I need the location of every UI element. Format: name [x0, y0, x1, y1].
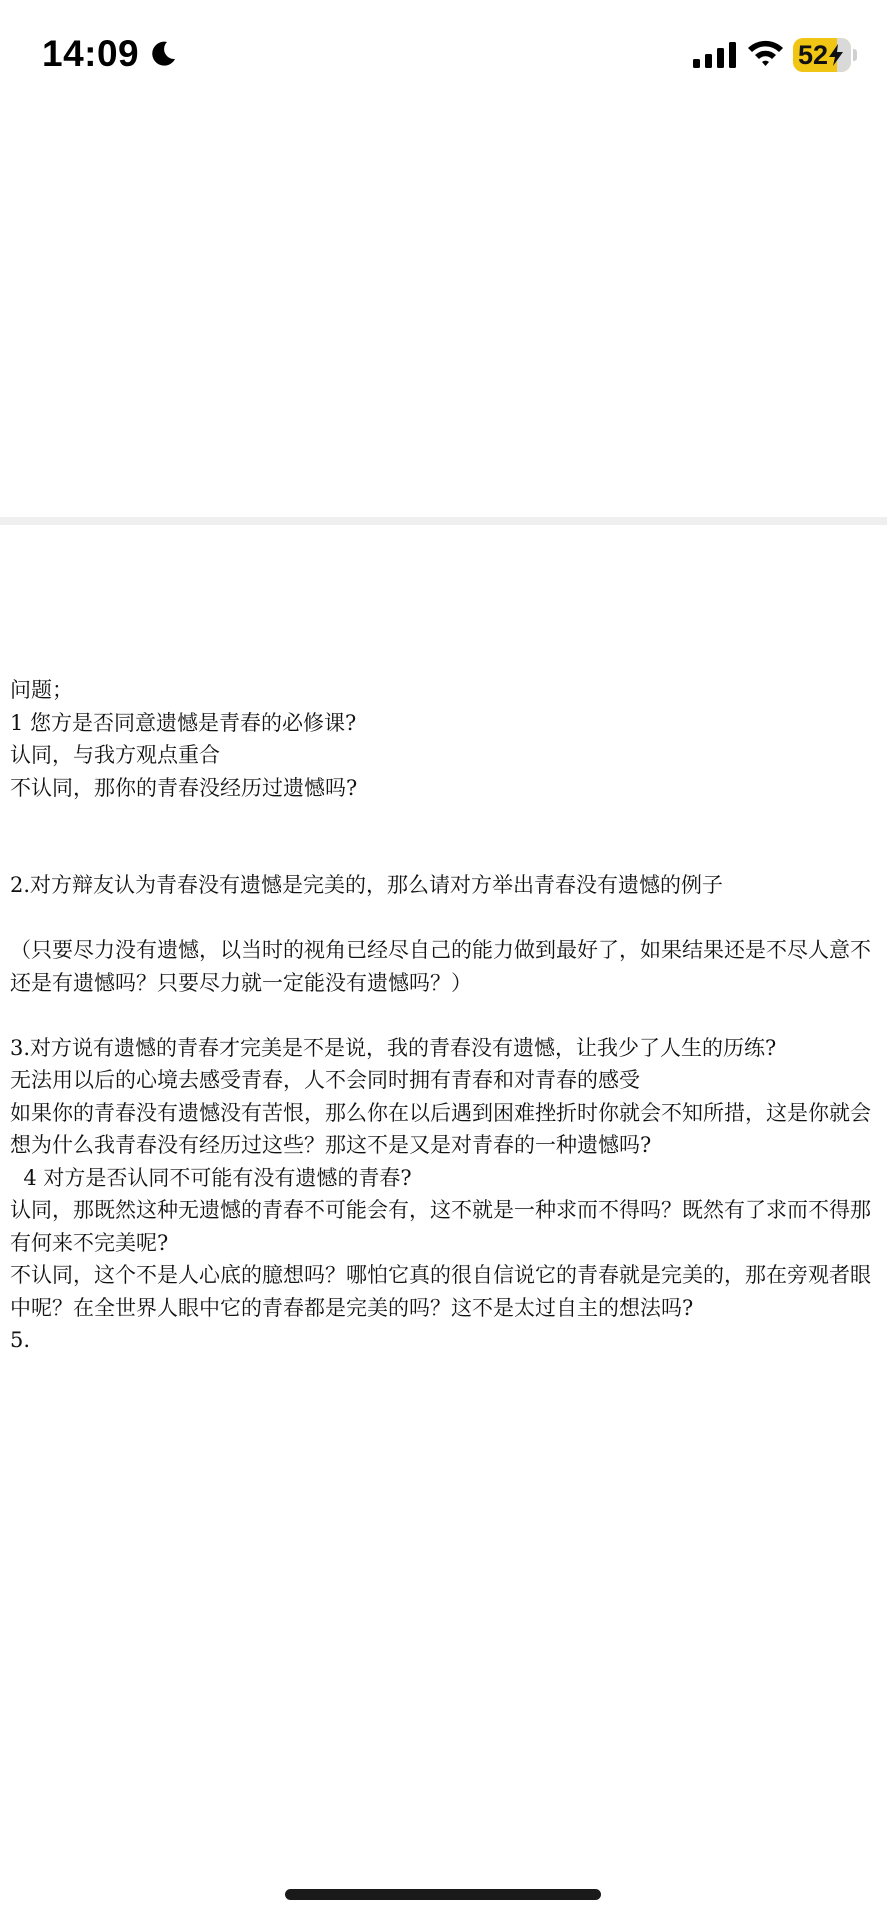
doc-line: 3.对方说有遗憾的青春才完美是不是说，我的青春没有遗憾，让我少了人生的历练?	[10, 1035, 777, 1060]
doc-line: 认同，那既然这种无遗憾的青春不可能会有，这不就是一种求而不得吗？既然有了求而不得那有何来不完美呢?	[10, 1198, 871, 1255]
status-bar	[0, 0, 887, 110]
doc-line: 2.对方辩友认为青春没有遗憾是完美的，那么请对方举出青春没有遗憾的例子	[10, 873, 724, 897]
doc-line: 认同，与我方观点重合	[10, 743, 220, 767]
doc-line: 如果你的青春没有遗憾没有苦恨，那么你在以后遇到困难挫折时你就会不知所措，这是你就会想为什么我青春没有经历过这些？那这不是又是对青春的一种遗憾吗?	[10, 1100, 871, 1157]
battery-percentage: 52	[798, 40, 829, 70]
battery-nub	[853, 49, 857, 61]
status-time: 14:09	[42, 33, 140, 74]
wifi-icon	[747, 38, 784, 68]
home-indicator[interactable]	[285, 1889, 601, 1900]
doc-line: 4 对方是否认同不可能有没有遗憾的青春?	[10, 1165, 412, 1190]
blank-line	[10, 999, 882, 1032]
doc-line: 问题；	[10, 678, 73, 702]
doc-line: 不认同，那你的青春没经历过遗憾吗?	[10, 775, 358, 800]
section-divider	[0, 517, 887, 525]
battery-icon	[793, 38, 851, 72]
doc-line: 1 您方是否同意遗憾是青春的必修课?	[10, 710, 357, 735]
doc-line: 5.	[10, 1328, 31, 1352]
doc-line: 不认同，这个不是人心底的臆想吗？哪怕它真的很自信说它的青春就是完美的，那在旁观者眼中呢？在全世界人眼中它的青春都是完美的吗？这不是太过自主的想法吗?	[10, 1263, 871, 1320]
blank-line	[10, 902, 882, 935]
document-body[interactable]	[10, 674, 882, 1357]
moon-icon	[148, 39, 178, 69]
doc-line: 无法用以后的心境去感受青春，人不会同时拥有青春和对青春的感受	[10, 1068, 640, 1092]
cellular-signal-icon	[693, 42, 736, 68]
blank-lines	[10, 804, 882, 869]
charging-bolt-icon	[828, 44, 844, 66]
doc-line: （只要尽力没有遗憾，以当时的视角已经尽自己的能力做到最好了，如果结果还是不尽人意不还是有遗憾吗？只要尽力就一定能没有遗憾吗？）	[10, 938, 871, 995]
